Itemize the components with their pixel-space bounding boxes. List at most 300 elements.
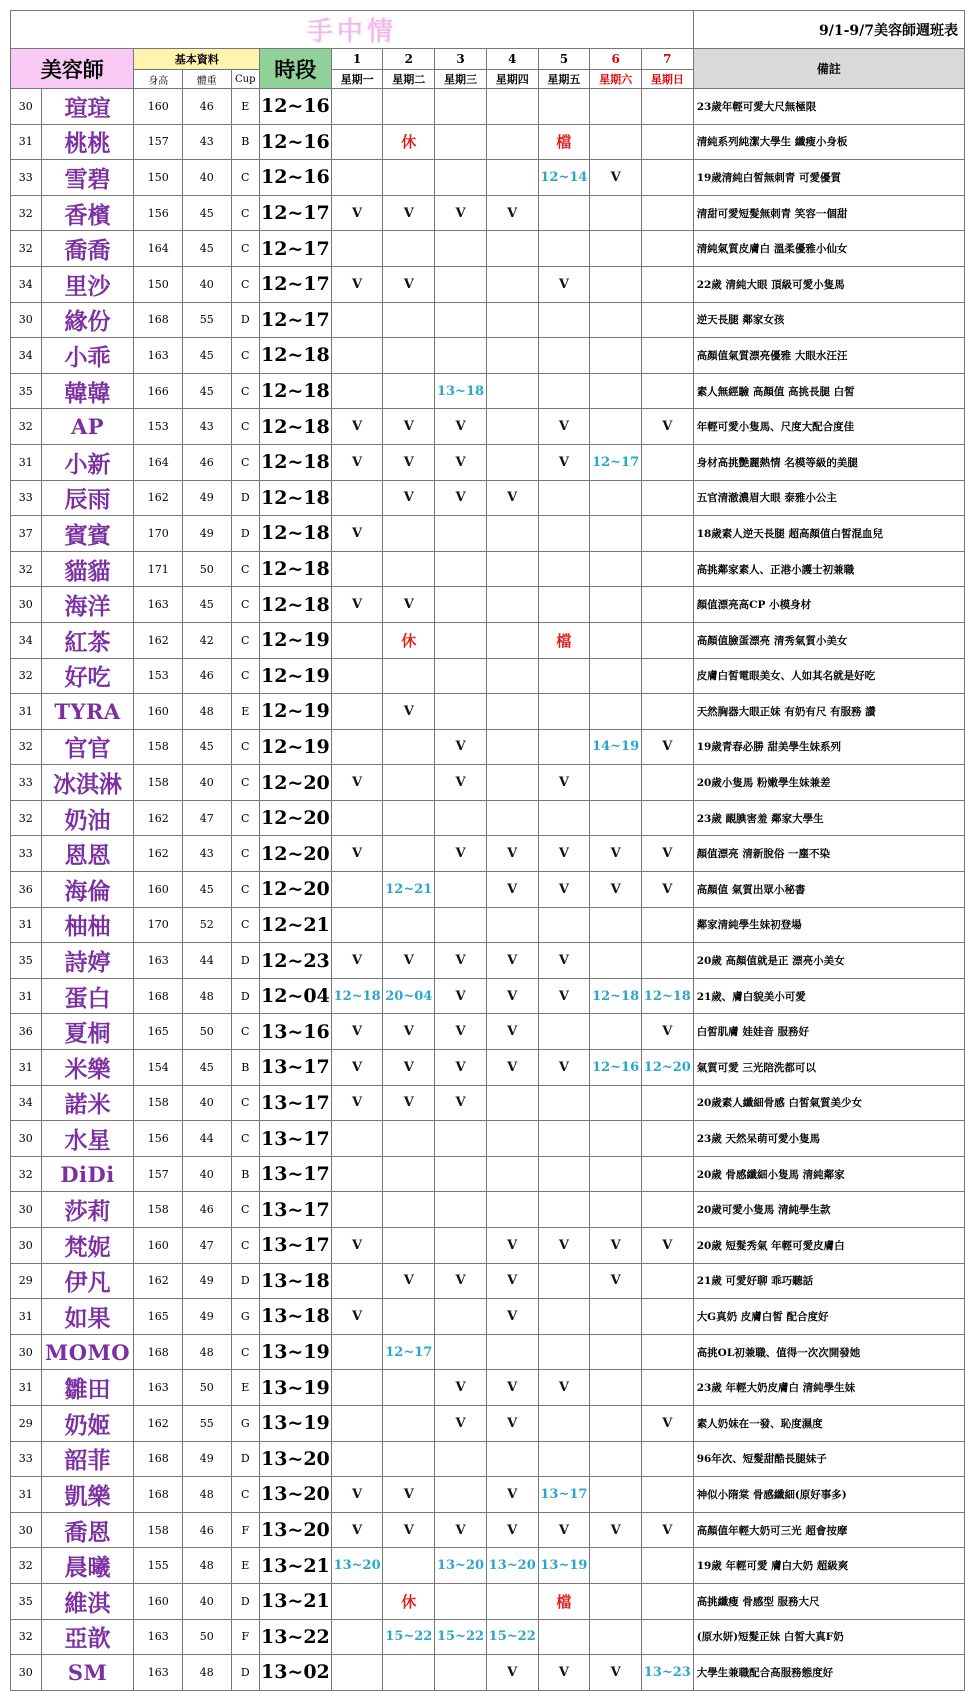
time-slot-cell: 13~17: [260, 1121, 332, 1157]
age-cell: 31: [11, 1299, 42, 1335]
day-2-cell: [383, 1121, 435, 1157]
time-slot-cell: 12~16: [260, 89, 332, 125]
age-cell: 31: [11, 694, 42, 730]
day-2-cell: [383, 231, 435, 267]
note-cell: 白皙肌膚 娃娃音 服務好: [693, 1014, 964, 1050]
time-slot-cell: 12~23: [260, 943, 332, 979]
weight-cell: 43: [182, 409, 231, 445]
time-slot-cell: 12~19: [260, 622, 332, 658]
height-cell: 165: [134, 1014, 183, 1050]
day-2-cell: V: [383, 587, 435, 623]
time-slot-cell: 12~17: [260, 231, 332, 267]
beautician-name: 紅茶: [41, 622, 134, 658]
note-cell: 23歲 天然呆萌可愛小隻馬: [693, 1121, 964, 1157]
cup-cell: B: [231, 124, 259, 160]
height-header: 身高: [134, 70, 183, 89]
note-cell: (原水妍)短髮正妹 白皙大真F奶: [693, 1619, 964, 1655]
day-3-cell: 13~20: [435, 1548, 487, 1584]
day-5-cell: [538, 1334, 590, 1370]
note-cell: 23歲 靦腆害羞 鄰家大學生: [693, 800, 964, 836]
day-4-cell: [486, 729, 538, 765]
note-cell: 20歲 高顏值就是正 漂亮小美女: [693, 943, 964, 979]
weight-cell: 49: [182, 1299, 231, 1335]
day-1-cell: [331, 1156, 383, 1192]
day-2-cell: V: [383, 444, 435, 480]
height-cell: 156: [134, 195, 183, 231]
day-5-cell: [538, 1156, 590, 1192]
day-4-cell: [486, 373, 538, 409]
day-4-cell: 13~20: [486, 1548, 538, 1584]
table-row: [11, 694, 965, 730]
day-3-cell: [435, 516, 487, 552]
day-2-cell: [383, 338, 435, 374]
day-7-cell: 12~20: [641, 1050, 693, 1086]
schedule-body: [11, 89, 965, 1691]
day-4-cell: V: [486, 1655, 538, 1691]
day-2-cell: V: [383, 480, 435, 516]
day-2-cell: [383, 800, 435, 836]
day-2-cell: V: [383, 1050, 435, 1086]
beautician-name: DiDi: [41, 1156, 134, 1192]
time-slot-cell: 12~16: [260, 160, 332, 196]
beautician-name: 冰淇淋: [41, 765, 134, 801]
time-slot-cell: 12~20: [260, 872, 332, 908]
table-row: [11, 1512, 965, 1548]
table-row: [11, 836, 965, 872]
time-slot-header: 時段: [260, 49, 332, 89]
day-1-cell: [331, 800, 383, 836]
beautician-name: 喬喬: [41, 231, 134, 267]
age-cell: 32: [11, 1619, 42, 1655]
day-3-cell: V: [435, 1512, 487, 1548]
day-7-cell: [641, 195, 693, 231]
note-cell: 20歲素人纖細骨感 白皙氣質美少女: [693, 1085, 964, 1121]
day-6-cell: [590, 89, 642, 125]
time-slot-cell: 13~18: [260, 1299, 332, 1335]
day-6-cell: V: [590, 836, 642, 872]
week-label: 9/1-9/7美容師週班表: [693, 11, 964, 49]
weight-cell: 46: [182, 1192, 231, 1228]
schedule-table: [10, 10, 965, 1691]
time-slot-cell: 12~21: [260, 907, 332, 943]
time-slot-cell: 13~20: [260, 1441, 332, 1477]
day-3-cell: V: [435, 1050, 487, 1086]
weight-header: 體重: [182, 70, 231, 89]
day-7-cell: [641, 1156, 693, 1192]
day-7-cell: [641, 516, 693, 552]
cup-cell: C: [231, 587, 259, 623]
day-4-cell: [486, 907, 538, 943]
day-3-cell: [435, 1583, 487, 1619]
note-cell: 清純系列純潔大學生 纖瘦小身板: [693, 124, 964, 160]
day-2-cell: [383, 1228, 435, 1264]
weight-cell: 50: [182, 551, 231, 587]
weight-cell: 47: [182, 1228, 231, 1264]
day-1-cell: [331, 1334, 383, 1370]
note-cell: 氣質可愛 三光陪洗都可以: [693, 1050, 964, 1086]
day-7-cell: [641, 587, 693, 623]
day-3-cell: [435, 1192, 487, 1228]
time-slot-cell: 13~20: [260, 1477, 332, 1513]
beautician-name: 晨曦: [41, 1548, 134, 1584]
table-row: [11, 1548, 965, 1584]
table-row: [11, 1477, 965, 1513]
day-3-cell: V: [435, 1370, 487, 1406]
day-number-1: 1: [331, 49, 383, 70]
day-2-cell: [383, 373, 435, 409]
table-row: [11, 444, 965, 480]
day-5-cell: 檔: [538, 1583, 590, 1619]
height-cell: 155: [134, 1548, 183, 1584]
weight-cell: 40: [182, 765, 231, 801]
day-7-cell: [641, 1334, 693, 1370]
day-3-cell: [435, 160, 487, 196]
weight-cell: 48: [182, 1655, 231, 1691]
weight-cell: 49: [182, 1263, 231, 1299]
day-4-cell: V: [486, 1050, 538, 1086]
note-cell: 年輕可愛小隻馬、尺度大配合度佳: [693, 409, 964, 445]
time-slot-cell: 12~18: [260, 409, 332, 445]
height-cell: 158: [134, 1512, 183, 1548]
day-1-cell: [331, 694, 383, 730]
day-1-cell: 12~18: [331, 978, 383, 1014]
height-cell: 158: [134, 765, 183, 801]
table-row: [11, 800, 965, 836]
beautician-name: 賓賓: [41, 516, 134, 552]
beautician-name: MOMO: [41, 1334, 134, 1370]
day-5-cell: [538, 658, 590, 694]
day-1-cell: V: [331, 836, 383, 872]
day-2-cell: [383, 302, 435, 338]
day-5-cell: V: [538, 409, 590, 445]
beautician-name: 貓貓: [41, 551, 134, 587]
cup-cell: F: [231, 1512, 259, 1548]
cup-cell: E: [231, 89, 259, 125]
table-row: [11, 266, 965, 302]
day-2-cell: 休: [383, 1583, 435, 1619]
day-1-cell: [331, 302, 383, 338]
cup-cell: D: [231, 1441, 259, 1477]
time-slot-cell: 13~16: [260, 1014, 332, 1050]
day-6-cell: 12~17: [590, 444, 642, 480]
day-name-3: 星期三: [435, 70, 487, 89]
beautician-name: 柚柚: [41, 907, 134, 943]
day-1-cell: V: [331, 587, 383, 623]
day-3-cell: [435, 551, 487, 587]
day-3-cell: [435, 1228, 487, 1264]
day-3-cell: V: [435, 729, 487, 765]
beautician-name: 奶油: [41, 800, 134, 836]
beautician-name: 里沙: [41, 266, 134, 302]
time-slot-cell: 12~18: [260, 516, 332, 552]
age-cell: 31: [11, 444, 42, 480]
beautician-name: 亞歆: [41, 1619, 134, 1655]
day-5-cell: 12~14: [538, 160, 590, 196]
day-4-cell: [486, 409, 538, 445]
day-2-cell: 20~04: [383, 978, 435, 1014]
age-cell: 30: [11, 1334, 42, 1370]
age-cell: 32: [11, 551, 42, 587]
day-5-cell: V: [538, 266, 590, 302]
beautician-name: 韶菲: [41, 1441, 134, 1477]
day-5-cell: 13~19: [538, 1548, 590, 1584]
age-cell: 33: [11, 480, 42, 516]
height-cell: 164: [134, 444, 183, 480]
day-2-cell: V: [383, 1477, 435, 1513]
note-cell: 大學生兼職配合高服務態度好: [693, 1655, 964, 1691]
day-1-cell: 13~20: [331, 1548, 383, 1584]
cup-cell: B: [231, 1156, 259, 1192]
day-2-cell: [383, 836, 435, 872]
day-5-cell: [538, 907, 590, 943]
cup-cell: E: [231, 694, 259, 730]
time-slot-cell: 13~17: [260, 1228, 332, 1264]
height-cell: 158: [134, 729, 183, 765]
height-cell: 165: [134, 1299, 183, 1335]
day-1-cell: V: [331, 1085, 383, 1121]
day-7-cell: V: [641, 872, 693, 908]
day-1-cell: V: [331, 1512, 383, 1548]
height-cell: 162: [134, 622, 183, 658]
day-7-cell: [641, 266, 693, 302]
cup-cell: C: [231, 551, 259, 587]
day-7-cell: [641, 444, 693, 480]
day-5-cell: [538, 694, 590, 730]
day-5-cell: V: [538, 1050, 590, 1086]
beautician-name: 諾米: [41, 1085, 134, 1121]
day-7-cell: [641, 160, 693, 196]
day-1-cell: [331, 338, 383, 374]
day-4-cell: [486, 765, 538, 801]
day-2-cell: V: [383, 195, 435, 231]
day-7-cell: V: [641, 729, 693, 765]
weight-cell: 45: [182, 587, 231, 623]
day-name-6: 星期六: [590, 70, 642, 89]
day-2-cell: [383, 1299, 435, 1335]
day-name-5: 星期五: [538, 70, 590, 89]
day-6-cell: V: [590, 1512, 642, 1548]
cup-cell: F: [231, 1619, 259, 1655]
cup-cell: C: [231, 1121, 259, 1157]
day-6-cell: 12~18: [590, 978, 642, 1014]
age-cell: 30: [11, 587, 42, 623]
day-3-cell: [435, 1477, 487, 1513]
weight-cell: 46: [182, 444, 231, 480]
day-7-cell: [641, 1121, 693, 1157]
age-cell: 32: [11, 195, 42, 231]
cup-cell: C: [231, 622, 259, 658]
beautician-name: 海倫: [41, 872, 134, 908]
beautician-name: 雛田: [41, 1370, 134, 1406]
day-6-cell: [590, 1441, 642, 1477]
day-7-cell: V: [641, 409, 693, 445]
cup-header: Cup: [231, 70, 259, 89]
day-3-cell: [435, 1156, 487, 1192]
cup-cell: C: [231, 1192, 259, 1228]
table-row: [11, 480, 965, 516]
beautician-name: 水星: [41, 1121, 134, 1157]
day-4-cell: V: [486, 1370, 538, 1406]
note-cell: 身材高挑艷麗熱情 名模等級的美腿: [693, 444, 964, 480]
day-2-cell: [383, 1548, 435, 1584]
day-6-cell: [590, 1085, 642, 1121]
day-3-cell: [435, 338, 487, 374]
day-6-cell: 12~16: [590, 1050, 642, 1086]
day-2-cell: [383, 1441, 435, 1477]
time-slot-cell: 12~17: [260, 195, 332, 231]
day-2-cell: [383, 1192, 435, 1228]
day-6-cell: [590, 694, 642, 730]
time-slot-cell: 13~18: [260, 1263, 332, 1299]
age-cell: 30: [11, 1121, 42, 1157]
day-4-cell: [486, 551, 538, 587]
cup-cell: C: [231, 729, 259, 765]
day-4-cell: V: [486, 1228, 538, 1264]
day-2-cell: V: [383, 266, 435, 302]
day-7-cell: V: [641, 1405, 693, 1441]
beautician-name: 伊凡: [41, 1263, 134, 1299]
time-slot-cell: 13~21: [260, 1548, 332, 1584]
table-row: [11, 1405, 965, 1441]
day-7-cell: [641, 373, 693, 409]
day-2-cell: V: [383, 694, 435, 730]
note-cell: 皮膚白皙電眼美女、人如其名就是好吃: [693, 658, 964, 694]
day-3-cell: V: [435, 480, 487, 516]
day-1-cell: [331, 729, 383, 765]
beautician-name: 雪碧: [41, 160, 134, 196]
cup-cell: D: [231, 1263, 259, 1299]
height-cell: 168: [134, 1477, 183, 1513]
day-4-cell: V: [486, 1405, 538, 1441]
day-4-cell: [486, 658, 538, 694]
day-6-cell: [590, 800, 642, 836]
day-1-cell: V: [331, 1050, 383, 1086]
table-row: [11, 124, 965, 160]
time-slot-cell: 13~20: [260, 1512, 332, 1548]
height-cell: 153: [134, 409, 183, 445]
day-name-1: 星期一: [331, 70, 383, 89]
day-3-cell: [435, 907, 487, 943]
day-7-cell: [641, 1192, 693, 1228]
cup-cell: C: [231, 231, 259, 267]
day-name-4: 星期四: [486, 70, 538, 89]
height-cell: 170: [134, 516, 183, 552]
beautician-name: 桃桃: [41, 124, 134, 160]
time-slot-cell: 12~18: [260, 444, 332, 480]
day-3-cell: V: [435, 195, 487, 231]
note-cell: 大G真奶 皮膚白皙 配合度好: [693, 1299, 964, 1335]
day-7-cell: [641, 1085, 693, 1121]
day-6-cell: [590, 516, 642, 552]
weight-cell: 40: [182, 1085, 231, 1121]
height-cell: 162: [134, 836, 183, 872]
age-cell: 31: [11, 1050, 42, 1086]
day-2-cell: [383, 765, 435, 801]
day-6-cell: [590, 1192, 642, 1228]
day-6-cell: [590, 124, 642, 160]
day-4-cell: V: [486, 872, 538, 908]
beautician-name: 米樂: [41, 1050, 134, 1086]
day-5-cell: V: [538, 978, 590, 1014]
day-1-cell: [331, 1619, 383, 1655]
day-1-cell: V: [331, 765, 383, 801]
height-cell: 164: [134, 231, 183, 267]
day-5-cell: V: [538, 943, 590, 979]
day-7-cell: [641, 1583, 693, 1619]
cup-cell: C: [231, 800, 259, 836]
day-1-cell: [331, 1583, 383, 1619]
height-cell: 163: [134, 1370, 183, 1406]
day-3-cell: [435, 89, 487, 125]
age-cell: 37: [11, 516, 42, 552]
age-cell: 34: [11, 1085, 42, 1121]
day-3-cell: [435, 694, 487, 730]
day-7-cell: V: [641, 1014, 693, 1050]
day-4-cell: [486, 1121, 538, 1157]
weight-cell: 46: [182, 658, 231, 694]
sheet-title: 手中情: [11, 11, 694, 49]
day-4-cell: V: [486, 1477, 538, 1513]
cup-cell: E: [231, 1548, 259, 1584]
day-1-cell: [331, 89, 383, 125]
table-row: [11, 1441, 965, 1477]
time-slot-cell: 12~18: [260, 373, 332, 409]
day-1-cell: [331, 373, 383, 409]
day-3-cell: 15~22: [435, 1619, 487, 1655]
weight-cell: 40: [182, 1583, 231, 1619]
age-cell: 31: [11, 1477, 42, 1513]
day-3-cell: [435, 1655, 487, 1691]
day-6-cell: [590, 658, 642, 694]
time-slot-cell: 13~19: [260, 1405, 332, 1441]
day-5-cell: [538, 1121, 590, 1157]
day-7-cell: V: [641, 836, 693, 872]
day-5-cell: V: [538, 1370, 590, 1406]
height-cell: 160: [134, 872, 183, 908]
day-4-cell: [486, 516, 538, 552]
table-row: [11, 1619, 965, 1655]
note-cell: 23歲年輕可愛大尺無極限: [693, 89, 964, 125]
day-1-cell: [331, 658, 383, 694]
cup-cell: D: [231, 1583, 259, 1619]
day-4-cell: [486, 444, 538, 480]
day-4-cell: [486, 1441, 538, 1477]
note-cell: 顏值漂亮高CP 小模身材: [693, 587, 964, 623]
day-3-cell: [435, 622, 487, 658]
time-slot-cell: 13~17: [260, 1085, 332, 1121]
table-row: [11, 89, 965, 125]
height-cell: 150: [134, 266, 183, 302]
day-2-cell: V: [383, 1512, 435, 1548]
age-cell: 32: [11, 729, 42, 765]
weight-cell: 43: [182, 836, 231, 872]
day-4-cell: V: [486, 1512, 538, 1548]
table-row: [11, 1299, 965, 1335]
cup-cell: C: [231, 872, 259, 908]
weight-cell: 42: [182, 622, 231, 658]
cup-cell: C: [231, 266, 259, 302]
day-6-cell: V: [590, 1228, 642, 1264]
age-cell: 32: [11, 1548, 42, 1584]
day-5-cell: 檔: [538, 124, 590, 160]
beautician-name: 詩婷: [41, 943, 134, 979]
day-5-cell: [538, 1619, 590, 1655]
cup-cell: C: [231, 658, 259, 694]
day-6-cell: [590, 302, 642, 338]
day-5-cell: 13~17: [538, 1477, 590, 1513]
age-cell: 32: [11, 1156, 42, 1192]
day-6-cell: [590, 1548, 642, 1584]
